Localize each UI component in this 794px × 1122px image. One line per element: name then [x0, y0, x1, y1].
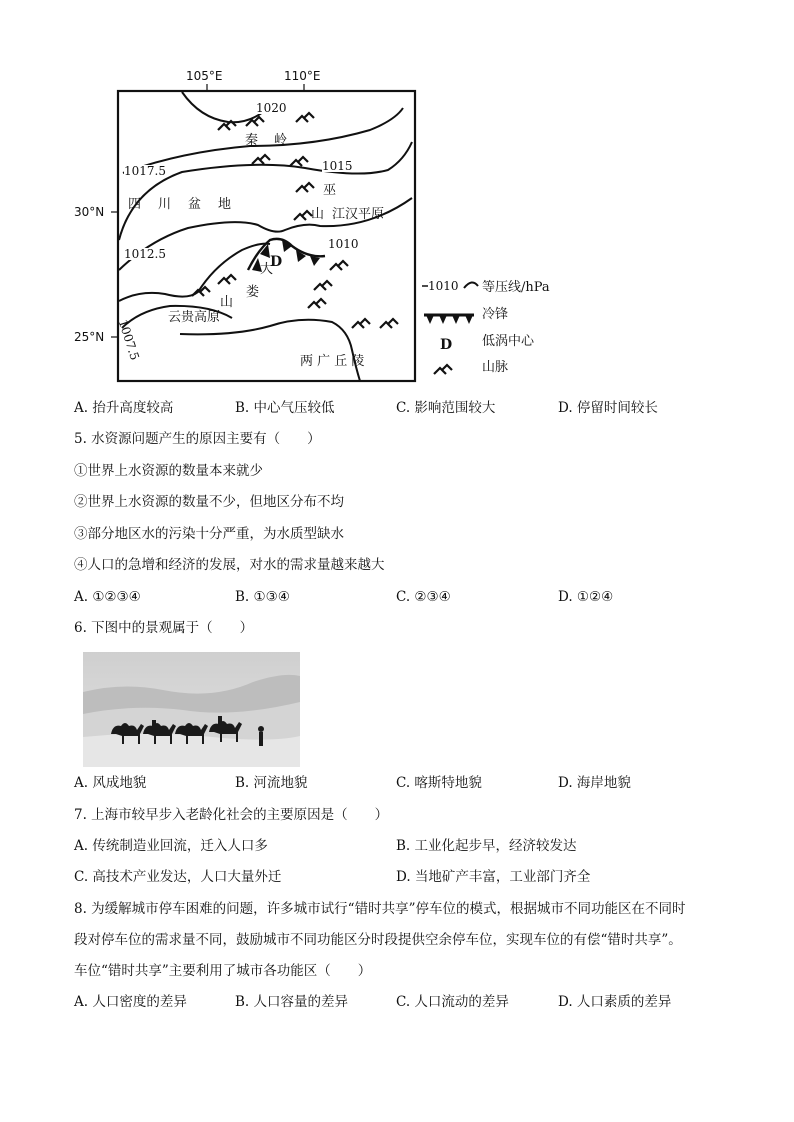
isobar-label-1020: 1020: [256, 101, 287, 115]
legend-isobar-symbol: [464, 282, 478, 288]
q7-option-a: A. 传统制造业回流，迁入人口多: [74, 838, 268, 854]
legend-cold-front-label: 冷锋: [482, 307, 509, 322]
q5-option-c: C. ②③④: [396, 589, 451, 605]
q5-item-1: ①世界上水资源的数量本来就少: [74, 463, 263, 479]
q5-option-d: D. ①②④: [558, 589, 614, 605]
q5-item-3: ③部分地区水的污染十分严重，为水质型缺水: [74, 526, 344, 542]
q6-option-d: D. 海岸地貌: [558, 775, 631, 791]
map-frame: [115, 91, 415, 381]
isobar-1007-5-b: [180, 320, 360, 381]
q8-stem-line-3: 车位“错时共享”主要利用了城市各功能区（ ）: [74, 963, 372, 979]
q6-option-b: B. 河流地貌: [235, 775, 308, 791]
lat-label-30: 30°N: [74, 205, 105, 219]
place-qinling-2: 岭: [274, 133, 288, 148]
q4-option-b: B. 中心气压较低: [235, 400, 335, 416]
place-wushan-2: 山: [311, 207, 325, 222]
place-sichuan-1: 四: [128, 197, 142, 212]
q4-option-d: D. 停留时间较长: [558, 400, 658, 416]
place-sichuan-2: 川: [158, 197, 172, 212]
q6-option-c: C. 喀斯特地貌: [396, 775, 482, 791]
place-lianguang: 两 广 丘 陵: [300, 354, 365, 369]
q7-option-d: D. 当地矿产丰富，工业部门齐全: [396, 869, 591, 885]
isobar-label-1007-5: 1007.5: [115, 317, 142, 362]
q5-stem: 5. 水资源问题产生的原因主要有（ ）: [74, 431, 321, 447]
lon-label-105: 105°E: [186, 69, 223, 83]
lon-label-110: 110°E: [284, 69, 321, 83]
desert-camel-photo-art: [83, 652, 300, 767]
weather-map-figure: [70, 60, 570, 390]
isobar-label-1015: 1015: [322, 159, 353, 173]
desert-camel-photo: [83, 652, 300, 767]
place-yungui: 云贵高原: [168, 310, 221, 325]
place-jianghan: 江汉平原: [332, 207, 385, 222]
q8-option-c: C. 人口流动的差异: [396, 994, 509, 1010]
place-sichuan-4: 地: [218, 197, 232, 212]
legend-isobar-label: 等压线/hPa: [482, 280, 550, 295]
q6-stem: 6. 下图中的景观属于（ ）: [74, 620, 254, 636]
q5-option-a: A. ①②③④: [74, 589, 141, 605]
q8-stem-line-1: 8. 为缓解城市停车困难的问题，许多城市试行“错时共享”停车位的模式，根据城市不同功能区在不同时: [74, 901, 686, 917]
isobar-label-1017-5: 1017.5: [124, 164, 166, 178]
q6-option-a: A. 风成地貌: [74, 775, 147, 791]
q8-option-a: A. 人口密度的差异: [74, 994, 187, 1010]
place-qinling-1: 秦: [245, 133, 259, 148]
q5-option-b: B. ①③④: [235, 589, 290, 605]
legend-low-center-label: 低涡中心: [482, 334, 535, 349]
q8-option-d: D. 人口素质的差异: [558, 994, 672, 1010]
q7-option-c: C. 高技术产业发达，人口大量外迁: [74, 869, 282, 885]
legend-isobar-value: 1010: [428, 279, 459, 293]
q7-stem: 7. 上海市较早步入老龄化社会的主要原因是（ ）: [74, 807, 389, 823]
lat-label-25: 25°N: [74, 330, 105, 344]
place-wushan-1: 巫: [323, 183, 337, 198]
isobar-label-1010: 1010: [328, 237, 359, 251]
place-dalou-2: 娄: [246, 285, 260, 300]
q8-option-b: B. 人口容量的差异: [235, 994, 349, 1010]
q8-stem-line-2: 段对停车位的需求量不同，鼓励城市不同功能区分时段提供空余停车位，实现车位的有偿“错时共享”。: [74, 932, 682, 948]
isobar-label-1012-5: 1012.5: [124, 247, 166, 261]
place-sichuan-3: 盆: [188, 197, 202, 212]
low-center-symbol: D: [270, 254, 283, 270]
legend-mountain-symbol: [434, 365, 452, 374]
legend-mountain-label: 山脉: [482, 360, 509, 375]
q5-item-2: ②世界上水资源的数量不少，但地区分布不均: [74, 494, 344, 510]
place-dalou-3: 山: [220, 295, 234, 310]
place-dalou-1: 大: [260, 262, 274, 277]
q7-option-b: B. 工业化起步早，经济较发达: [396, 838, 577, 854]
q4-option-a: A. 抬升高度较高: [74, 400, 174, 416]
q4-option-c: C. 影响范围较大: [396, 400, 496, 416]
legend-low-symbol: D: [440, 337, 453, 353]
q5-item-4: ④人口的急增和经济的发展，对水的需求量越来越大: [74, 557, 385, 573]
